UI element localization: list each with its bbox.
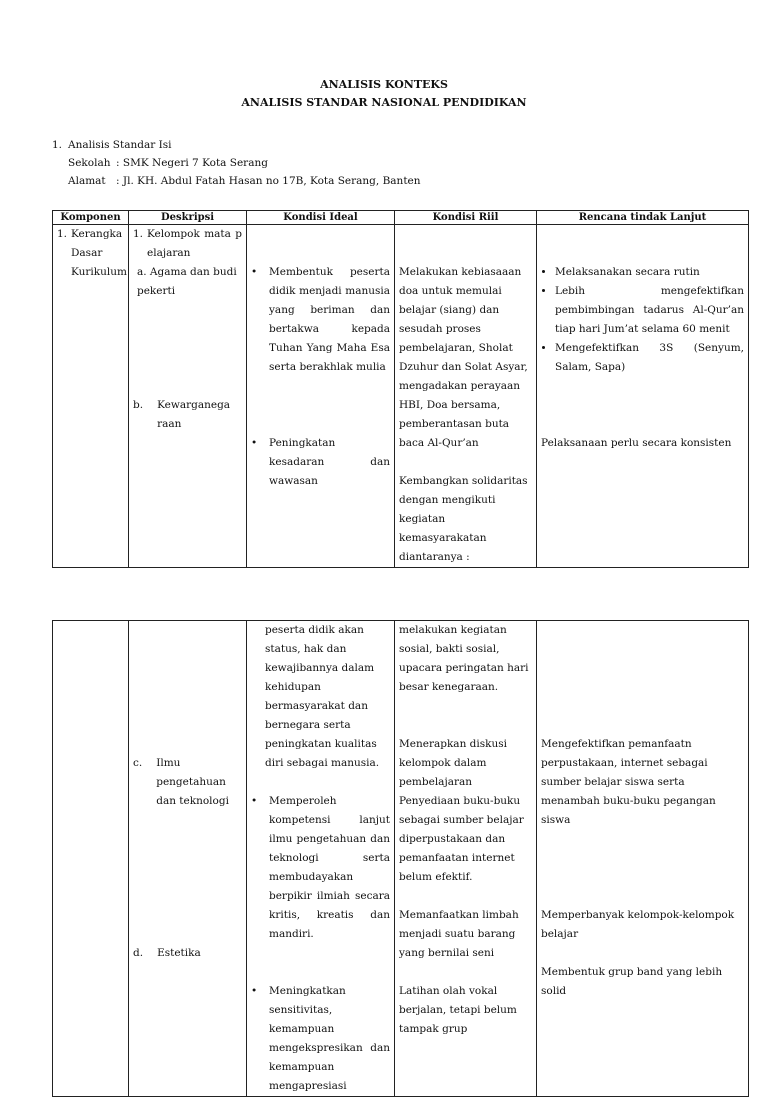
rencana-cell (537, 621, 749, 1097)
kondisi-ideal-cell (247, 225, 395, 568)
riil-b-continued: melakukan kegiatan sosial, bakti sosial, upacara peringatan hari besar kenegaraan. (399, 624, 529, 693)
school-label: Sekolah (68, 157, 111, 169)
address-label: Alamat (68, 175, 106, 187)
ideal-c: • Memperoleh kompetensi lanjut ilmu pengetahuan dan teknologi serta membudayakan berpikir ilmiah secara kritis, kreatis dan mandiri. (251, 792, 390, 944)
school-value: : SMK Negeri 7 Kota Serang (116, 157, 268, 169)
deskripsi-group (133, 225, 242, 263)
kondisi-riil-cell (395, 621, 537, 1097)
kondisi-riil-cell (395, 225, 537, 568)
item-d (133, 944, 242, 963)
ideal-b-continued: peserta didik akan status, hak dan kewajibannya dalam kehidupan bermasyarakat dan bernegara serta peningkatan kualitas diri sebagai manusia. (265, 624, 380, 769)
ideal-a: • Membentuk peserta didik menjadi manusia yang beriman dan bertakwa kepada Tuhan Yang Maha Esa serta berakhlak mulia (251, 263, 390, 377)
item-d-letter: d. (133, 947, 144, 959)
item-d-label: Estetika (157, 947, 201, 959)
komponen-cell (53, 225, 129, 568)
rencana-a-list (541, 263, 744, 377)
rencana-c: Mengefektifkan pemanfaatn perpustakaan, internet sebagai sumber belajar siswa serta menambah buku-buku pegangan siswa (541, 738, 716, 826)
item-c-label: Ilmu pengetahuan dan teknologi (156, 757, 229, 807)
analysis-table-part-2 (52, 620, 749, 1097)
riil-b-start: Kembangkan solidaritas dengan mengikuti kegiatan kemasyarakatan diantaranya : (399, 475, 528, 563)
ideal-d: • Meningkatkan sensitivitas, kemampuan mengekspresikan dan kemampuan mengapresiasi (251, 982, 390, 1096)
rencana-b: Pelaksanaan perlu secara konsisten (541, 437, 732, 449)
analysis-table-part-1 (52, 210, 749, 568)
header-kondisi-ideal: Kondisi Ideal (247, 211, 395, 225)
item-b-label: Kewarganegaraan (157, 399, 231, 430)
table-row (53, 621, 749, 1097)
komponen-text: Kerangka Dasar Kurikulum (71, 228, 127, 278)
header-rencana: Rencana tindak Lanjut (537, 211, 749, 225)
rencana-cell (537, 225, 749, 568)
table-row (53, 225, 749, 568)
table-header-row (53, 211, 749, 225)
header-deskripsi: Deskripsi (129, 211, 247, 225)
riil-d-2: Latihan olah vokal berjalan, tetapi belum tampak grup (399, 985, 517, 1035)
deskripsi-cell (129, 621, 247, 1097)
item-a-label: a. Agama dan budi pekerti (137, 266, 237, 297)
riil-a: Melakukan kebiasaaan doa untuk memulai belajar (siang) dan sesudah proses pembelajaran, Sholat Dzuhur dan Solat Asyar, mengadakan perayaan HBI, Doa bersama, pemberantasan buta baca Al-Qur’an (399, 266, 528, 449)
document-subtitle: ANALISIS STANDAR NASIONAL PENDIDIKAN (241, 96, 527, 109)
document-title: ANALISIS KONTEKS (320, 78, 448, 91)
address-value: : Jl. KH. Abdul Fatah Hasan no 17B, Kota Serang, Banten (116, 175, 421, 187)
deskripsi-cell (129, 225, 247, 568)
riil-d-1: Memanfaatkan limbah menjadi suatu barang yang bernilai seni (399, 909, 519, 959)
rencana-d-1: Memperbanyak kelompok-kelompok belajar (541, 909, 735, 940)
header-kondisi-riil: Kondisi Riil (395, 211, 537, 225)
riil-c-1: Menerapkan diskusi kelompok dalam pembelajaran (399, 738, 508, 788)
komponen-cell (53, 621, 129, 1097)
komponen-number: 1. (57, 228, 68, 240)
item-c-letter: c. (133, 757, 143, 769)
section-number: 1. (52, 139, 63, 151)
rencana-a-item: • Melaksanakan secara rutin (555, 263, 744, 282)
item-c (133, 754, 242, 811)
komponen (57, 225, 127, 282)
ideal-b-start: • Peningkatan kesadaran dan wawasan (251, 434, 390, 491)
rencana-d-2: Membentuk grup band yang lebih solid (541, 966, 723, 997)
kondisi-ideal-cell (247, 621, 395, 1097)
rencana-a-item: • Lebih mengefektifkan pembimbingan tadarus Al-Qur’an tiap hari Jum’at selama 60 menit (555, 282, 744, 339)
deskripsi-text: Kelompok mata pelajaran (147, 228, 242, 259)
section-heading: Analisis Standar Isi (68, 139, 172, 151)
header-komponen: Komponen (53, 211, 129, 225)
deskripsi-number: 1. (133, 228, 144, 240)
item-b (133, 396, 242, 434)
riil-c-2: Penyediaan buku-buku sebagai sumber belajar diperpustakaan dan pemanfaatan internet belum efektif. (399, 795, 524, 883)
rencana-a-item: • Mengefektifkan 3S (Senyum, Salam, Sapa) (555, 339, 744, 377)
item-b-letter: b. (133, 399, 144, 411)
